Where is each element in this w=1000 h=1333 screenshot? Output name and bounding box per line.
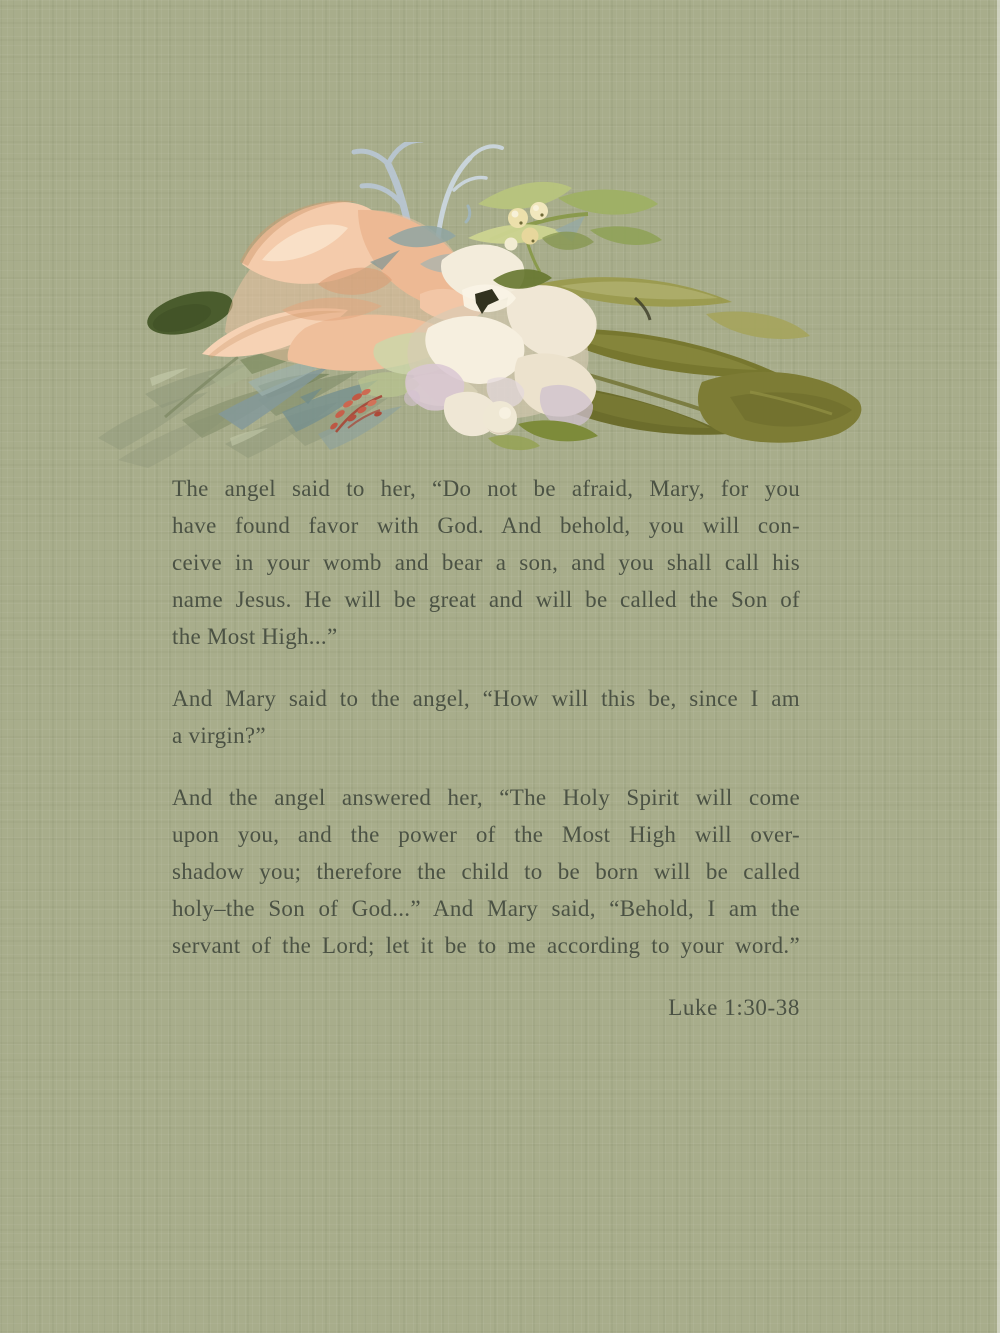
verse-line: a virgin?” <box>172 723 266 748</box>
verse-line: And Mary said to the angel, “How will this be, since I am <box>172 686 800 711</box>
verse-line: the Most High...” <box>172 624 338 649</box>
verse-citation: Luke 1:30-38 <box>668 995 800 1020</box>
floral-artwork-svg <box>90 142 870 472</box>
verse-line: servant of the Lord; let it be to me according to your word.” <box>172 933 800 958</box>
verse-block <box>172 470 800 1026</box>
verse-line: holy–the Son of God...” And Mary said, “Behold, I am the <box>172 896 800 921</box>
verse-line: have found favor with God. And behold, you will con- <box>172 513 800 538</box>
verse-paragraph <box>172 779 800 964</box>
verse-line: shadow you; therefore the child to be born will be called <box>172 859 800 884</box>
verse-line: upon you, and the power of the Most High will over- <box>172 822 800 847</box>
verse-line: And the angel answered her, “The Holy Spirit will come <box>172 785 800 810</box>
verse-paragraph <box>172 470 800 655</box>
dark-green-leaf <box>143 283 238 342</box>
verse-line: ceive in your womb and bear a son, and you shall call his <box>172 550 800 575</box>
verse-line: name Jesus. He will be great and will be called the Son of <box>172 587 800 612</box>
verse-paragraph <box>172 680 800 754</box>
floral-artwork <box>90 142 870 472</box>
verse-line: The angel said to her, “Do not be afraid, Mary, for you <box>172 476 800 501</box>
